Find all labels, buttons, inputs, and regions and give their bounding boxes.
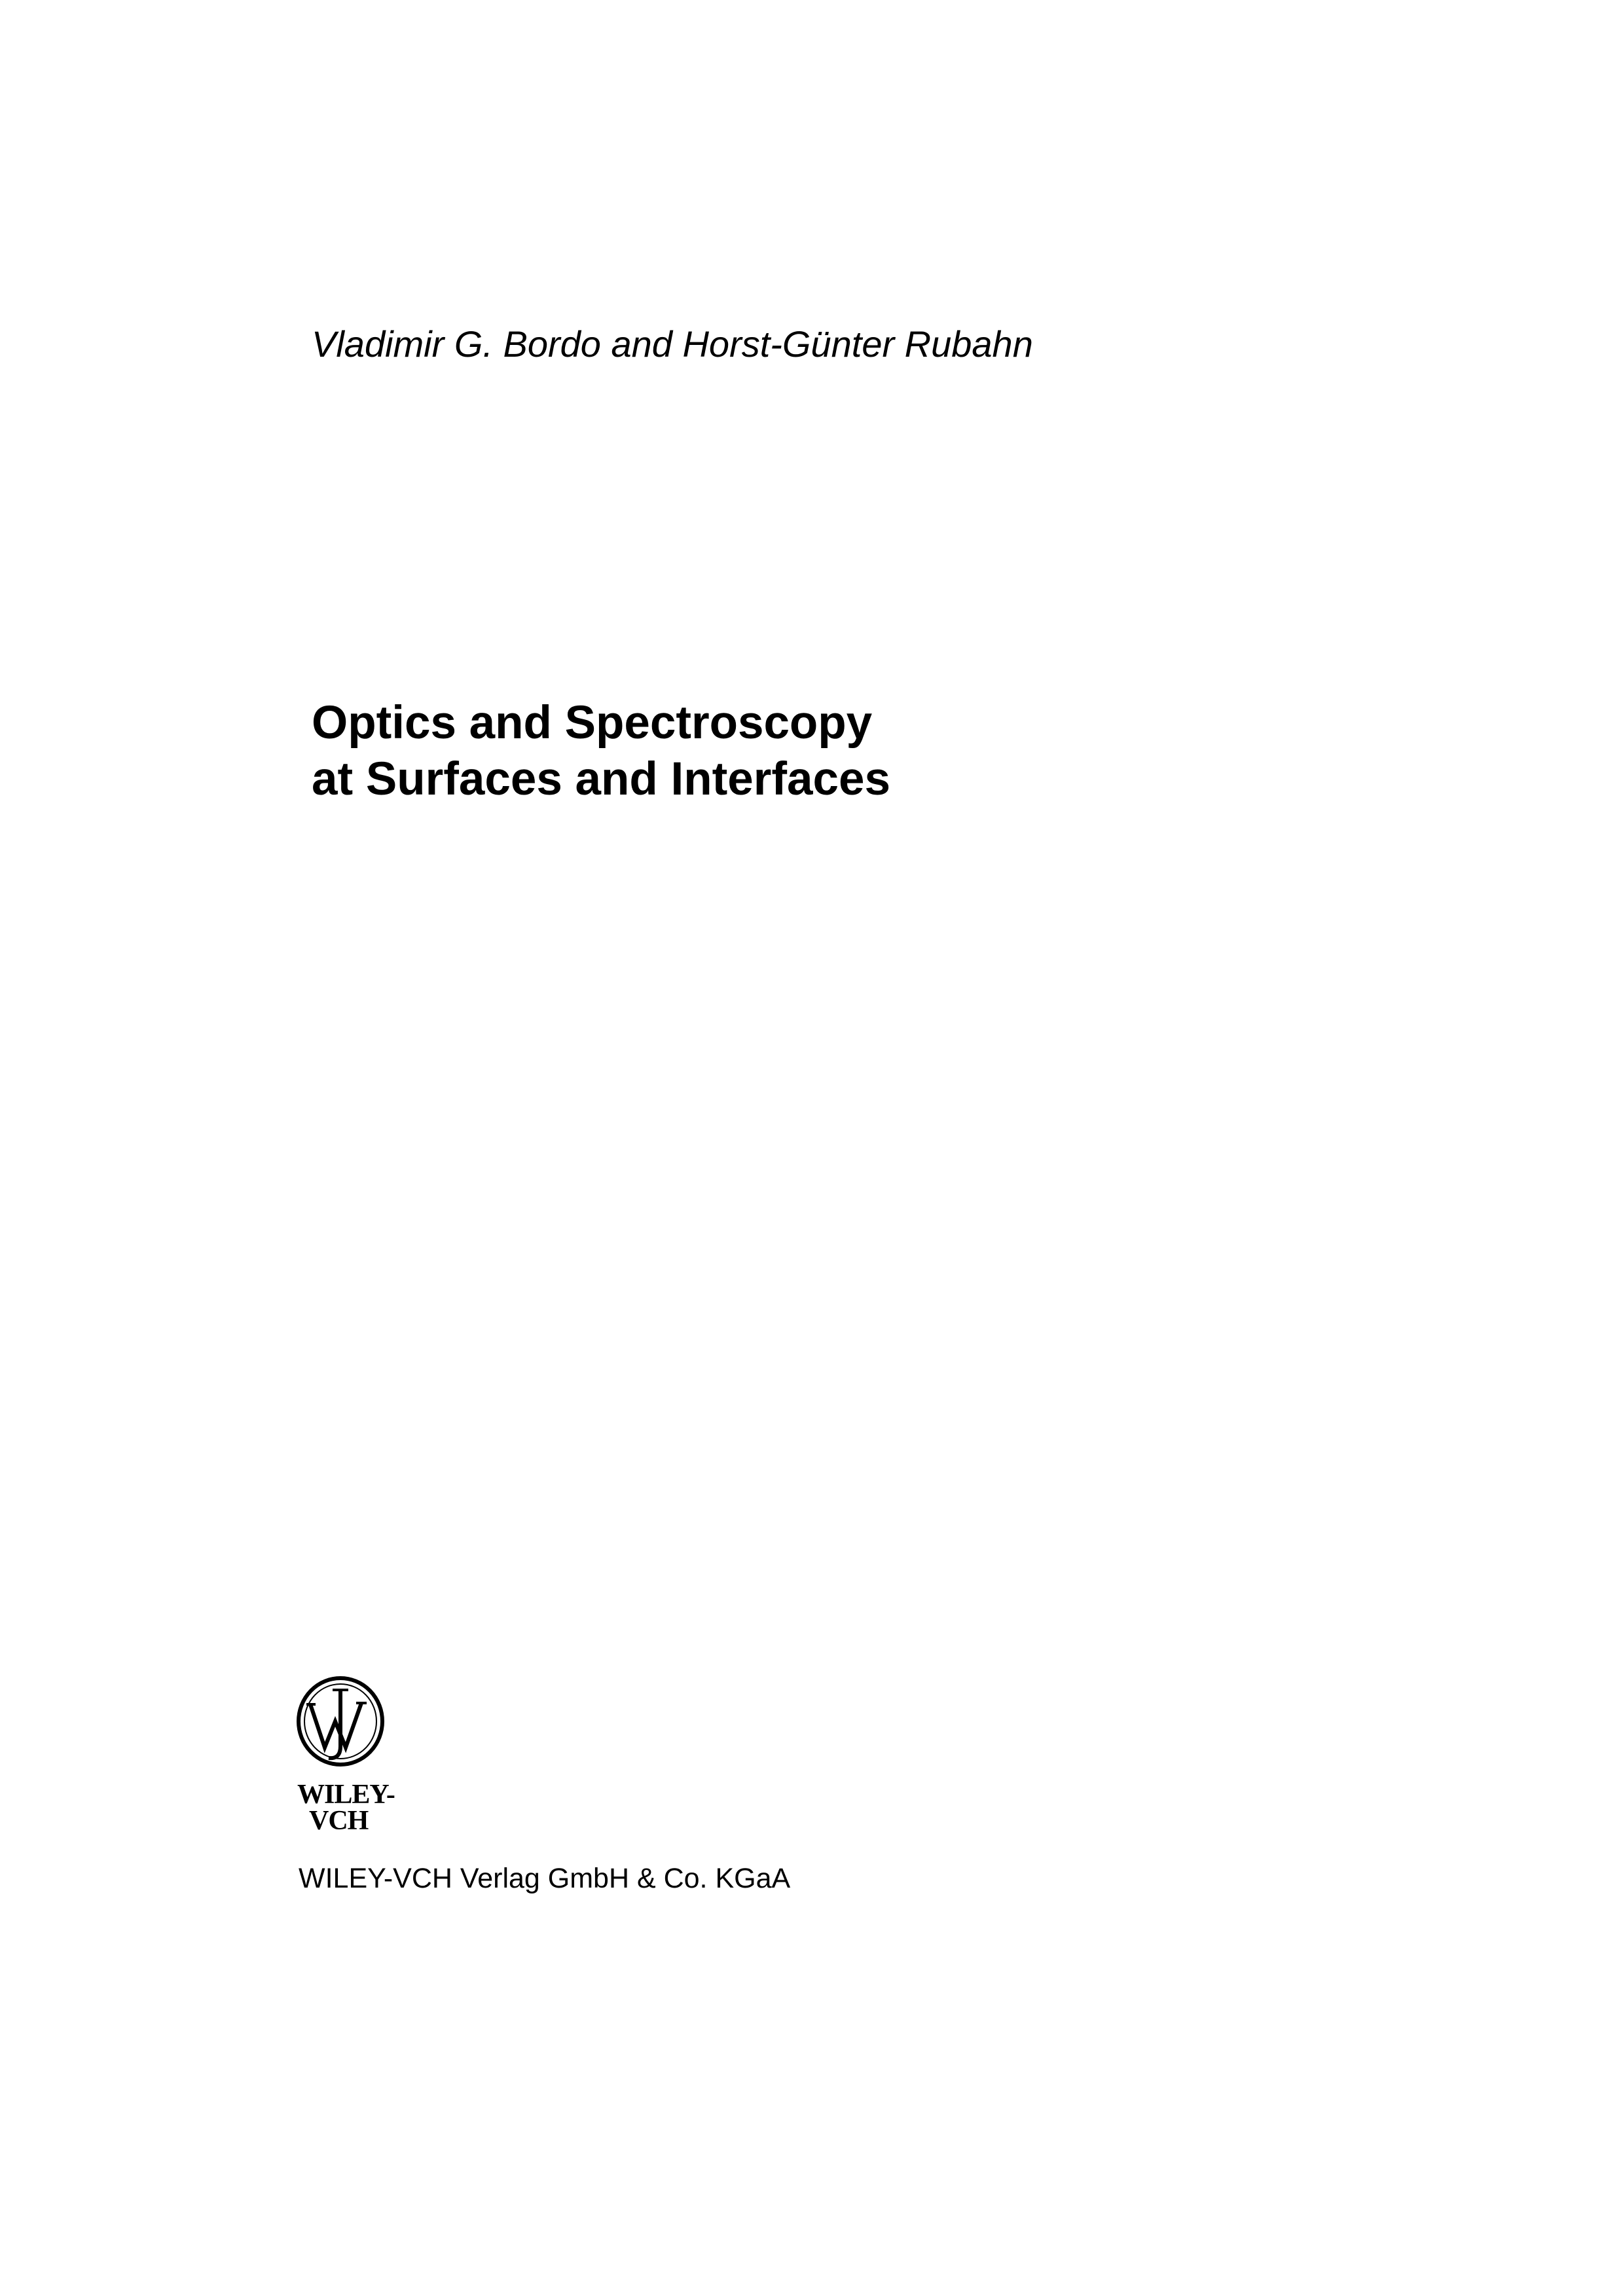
book-title-line-2: at Surfaces and Interfaces <box>312 753 890 805</box>
logo-text-line-2: VCH <box>309 1806 369 1836</box>
publisher-name: WILEY-VCH Verlag GmbH & Co. KGaA <box>299 1863 791 1894</box>
book-title-line-1: Optics and Spectroscopy <box>312 697 873 749</box>
book-title <box>312 695 890 808</box>
publisher-logo <box>296 1676 394 1839</box>
logo-text <box>296 1782 394 1834</box>
wiley-vch-logo-icon <box>296 1676 394 1774</box>
book-authors: Vladimir G. Bordo and Horst-Günter Rubahn <box>312 323 1033 365</box>
logo-text-line-1: WILEY- <box>297 1780 395 1810</box>
